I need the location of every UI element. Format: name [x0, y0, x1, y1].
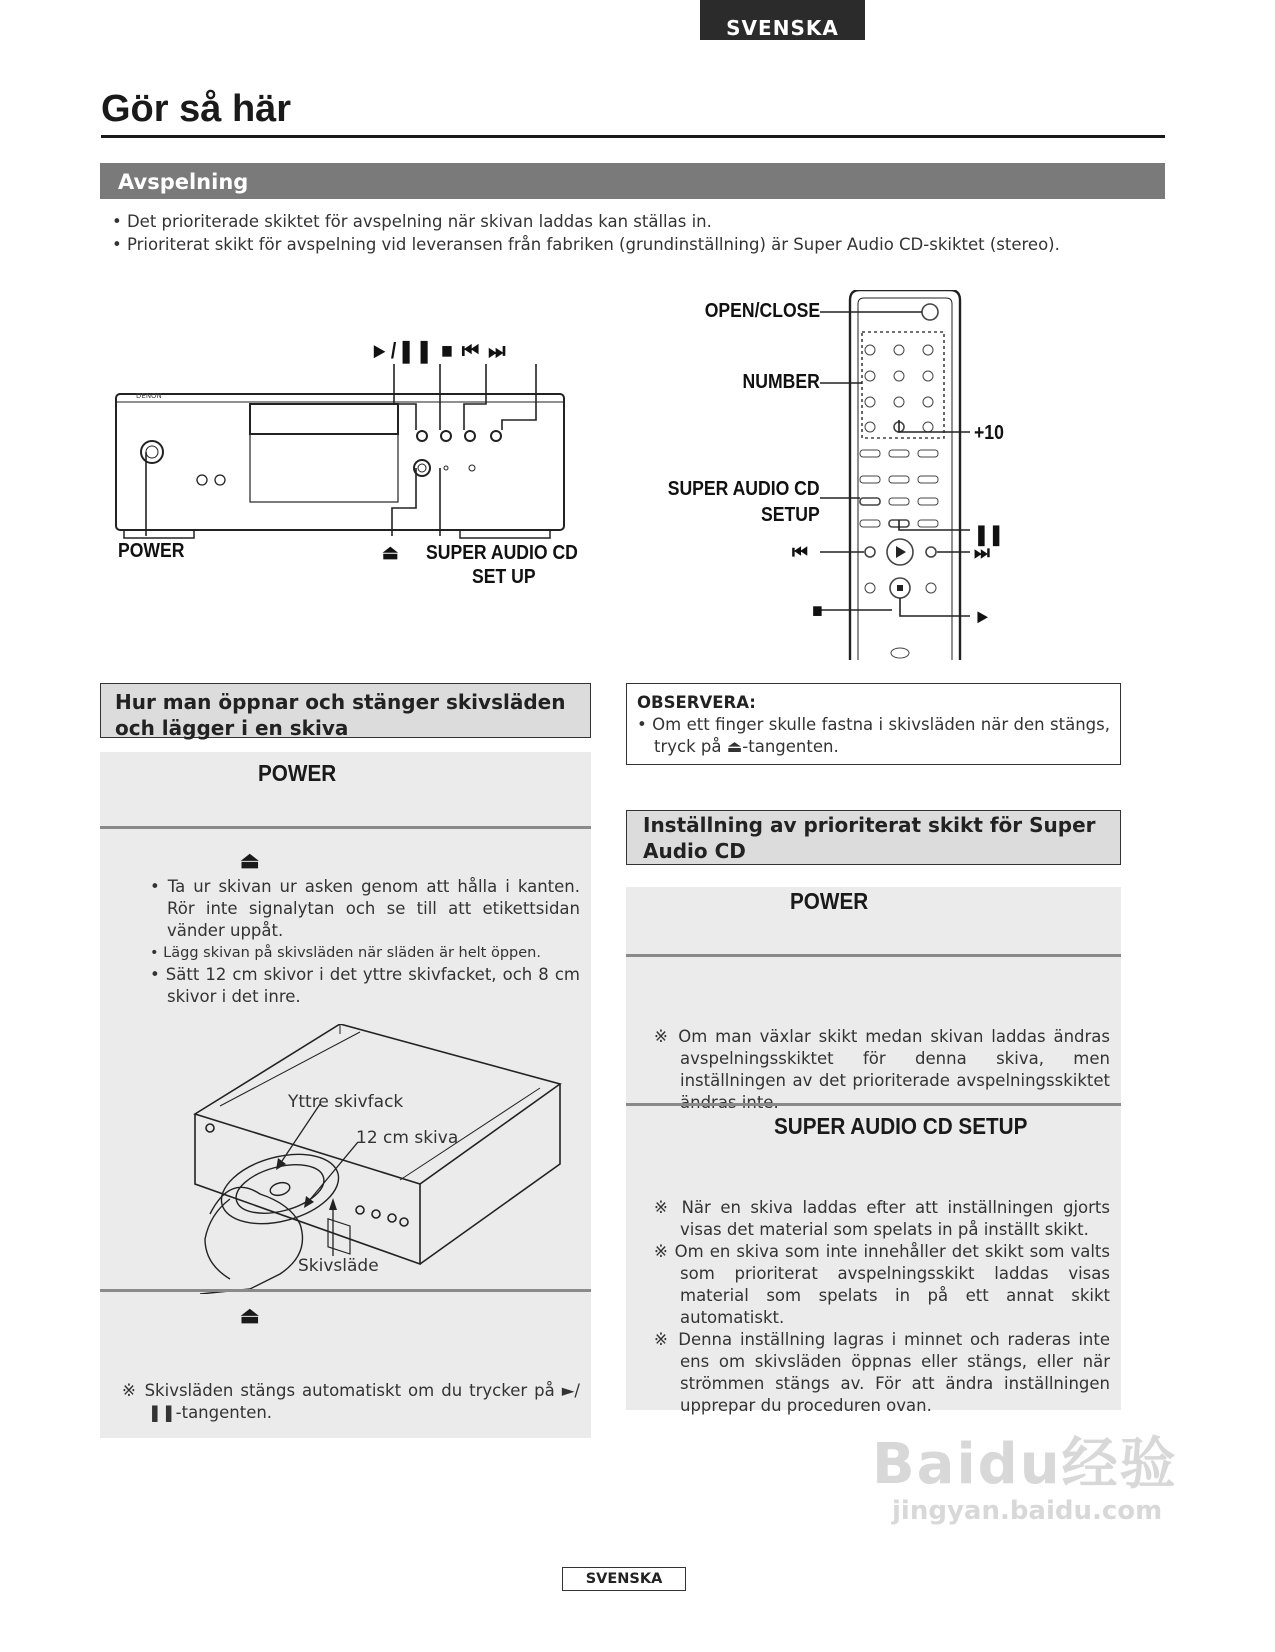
bullet: • Lägg skivan på skivsläden när släden är helt öppen. [150, 945, 541, 961]
intro-bullets [112, 210, 1162, 256]
priority-note-1 [654, 1026, 1110, 1114]
intro-bullet: • Prioriterat skikt för avspelning vid leveransen från fabriken (grundinställning) är Super Audio CD-skiktet (stereo). [112, 235, 1060, 254]
open-close-button [922, 304, 938, 320]
player-body [116, 394, 564, 530]
remote-sacd-label-1: SUPER AUDIO CD [668, 478, 820, 500]
player-sacd-label-2: SET UP [472, 566, 536, 588]
player-diagram [110, 340, 590, 540]
note: ※ Skivsläden stängs automatiskt om du trycker på ►/❚❚-tangenten. [122, 1381, 580, 1422]
page-title: Gör så här [101, 88, 292, 130]
note: ※ Om man växlar skikt medan skivan laddas ändras avspelningsskiktet för denna skiva, men inställningen av det prioriterade avspelningsskiktet [654, 1027, 1110, 1090]
play-pause-button [417, 431, 427, 441]
transport-buttons-label: ►/❚❚ ■ ⏮ ⏭ [370, 338, 508, 363]
remote-open-close-label: OPEN/CLOSE [704, 300, 820, 322]
disc-loading-illustration [190, 1024, 570, 1294]
next-button [491, 431, 501, 441]
tray-label: Skivsläde [298, 1256, 379, 1276]
step-power-key: POWER [258, 760, 337, 786]
priority-power-key: POWER [790, 888, 869, 914]
remote-pause-label: ❚❚ [974, 524, 1004, 546]
remote-play-label: ► [974, 606, 992, 628]
priority-notes [654, 1197, 1110, 1417]
step-eject-key: ⏏ [240, 847, 260, 873]
priority-setting-heading: Inställning av prioriterat skikt för Super Audio CD [626, 810, 1121, 865]
brand-logo: DENON [136, 392, 162, 400]
player-power-label: POWER [118, 540, 185, 562]
note: ※ Om en skiva som inte innehåller det skikt som valts som prioriterat avspelningsskikt laddas visas material som spelats in på ett annat skikt automatiskt. [654, 1242, 1110, 1327]
open-tray-heading: Hur man öppnar och stänger skivsläden och lägger i en skiva [100, 683, 591, 738]
caution-box [626, 683, 1121, 765]
remote-next-label: ⏭ [974, 542, 990, 564]
power-button [141, 441, 163, 463]
prev-button [465, 431, 475, 441]
player-eject-label: ⏏ [382, 542, 399, 564]
section-heading-playback: Avspelning [100, 163, 1165, 199]
remote-diagram [820, 290, 1040, 665]
bullet: • Ta ur skivan ur asken genom att hålla i kanten. Rör inte signalytan och se till att etikettsidan vänder uppåt. [150, 877, 580, 940]
remote-prev-label: ⏮ [792, 542, 808, 564]
note: ※ När en skiva laddas efter att inställningen gjorts visas det material som spelats in på inställt skikt. [654, 1198, 1110, 1239]
footer-language-tab: SVENSKA [562, 1567, 686, 1591]
sacd-setup-key: SUPER AUDIO CD SETUP [774, 1113, 1028, 1139]
note: ※ Denna inställning lagras i minnet och raderas inte ens om skivsläden öppnas eller stängs, eller när strömmen stängs av. För att ändra inställningen upprepar du proceduren ovan. [654, 1330, 1110, 1415]
watermark-url: jingyan.baidu.com [892, 1496, 1163, 1526]
remote-plus10-label: +10 [974, 422, 1004, 444]
open-tray-note [122, 1380, 580, 1424]
remote-body [850, 290, 960, 660]
title-rule [101, 135, 1165, 138]
remote-sacd-label-2: SETUP [761, 504, 820, 526]
disc-12cm-label: 12 cm skiva [356, 1128, 459, 1148]
remote-number-label: NUMBER [742, 371, 820, 393]
watermark-logo: Baidu经验 [872, 1432, 1178, 1497]
step-eject-key: ⏏ [240, 1302, 260, 1328]
bullet: • Sätt 12 cm skivor i det yttre skivfacket, och 8 cm skivor i det inre. [150, 965, 580, 1006]
intro-bullet: • Det prioriterade skiktet för avspelning när skivan laddas kan ställas in. [112, 212, 712, 231]
caution-title: OBSERVERA: [637, 693, 756, 712]
step-divider [100, 1289, 591, 1292]
display-window [250, 404, 398, 434]
language-tab: SVENSKA [700, 0, 865, 40]
stop-button [441, 431, 451, 441]
caution-text: • Om ett finger skulle fastna i skivsläden när den stängs, tryck på ⏏-tangenten. [637, 715, 1110, 756]
step-divider [626, 954, 1121, 957]
player-sacd-label-1: SUPER AUDIO CD [426, 542, 578, 564]
step-divider [100, 826, 591, 829]
outer-tray-label: Yttre skivfack [288, 1092, 404, 1112]
remote-stop-label: ■ [812, 600, 823, 622]
step-divider [626, 1103, 1121, 1106]
open-tray-bullets [150, 876, 580, 1008]
